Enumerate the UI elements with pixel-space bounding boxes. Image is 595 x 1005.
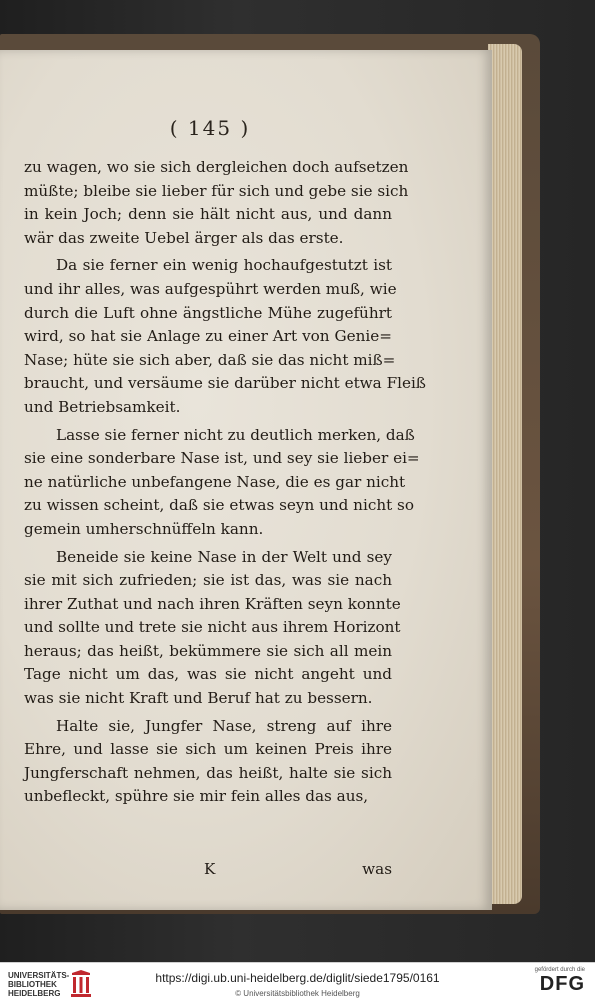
text-line: Halte sie, Jungfer Nase, streng auf ihre (56, 716, 392, 735)
paragraph (24, 546, 401, 711)
page-stack-edge (488, 44, 522, 904)
text-line: Tage nicht um das, was sie nicht angeht und (24, 665, 392, 684)
dfg-logo[interactable] (515, 967, 585, 1001)
page-footer-line (24, 860, 392, 878)
text-line: braucht, und versäume sie darüber nicht etwa Fleiß (24, 374, 426, 393)
text-line: Jungferschaft nehmen, das heißt, halte sie sich (24, 763, 392, 782)
text-line: Nase; hüte sie sich aber, daß sie das nicht miß= (24, 350, 396, 369)
library-name: UNIVERSITÄTS- BIBLIOTHEK HEIDELBERG (8, 971, 70, 998)
paragraph (24, 424, 420, 542)
text-line: zu wagen, wo sie sich dergleichen doch aufsetzen (24, 158, 409, 176)
text-line: unbefleckt, spühre sie mir fein alles das aus, (24, 787, 369, 806)
viewer-footer (0, 962, 595, 1005)
text-line: Da sie ferner ein wenig hochaufgestutzt ist (56, 256, 392, 275)
text-line: wird, so hat sie Anlage zu einer Art von Genie= (24, 327, 392, 346)
text-line: und sollte und trete sie nicht aus ihrem Horizont (24, 618, 401, 637)
text-line: ne natürliche unbefangene Nase, die es gar nicht (24, 472, 406, 491)
paragraph (24, 156, 409, 250)
funder-note: gefördert durch die (534, 967, 585, 973)
text-line: müßte; bleibe sie lieber für sich und gebe sie sich (24, 181, 409, 200)
catchword: was (362, 860, 392, 878)
text-line: was sie nicht Kraft und Beruf hat zu bessern. (24, 689, 373, 708)
text-line: ihrer Zuthat und nach ihren Kräften seyn konnte (24, 594, 401, 613)
text-line: Lasse sie ferner nicht zu deutlich merken, daß (56, 425, 415, 444)
page-number: ( 145 ) (169, 116, 251, 140)
text-line: sie mit sich zufrieden; sie ist das, was sie nach (24, 571, 392, 590)
text-line: durch die Luft ohne ängstliche Mühe zugeführt (24, 303, 392, 322)
text-line: und Betriebsamkeit. (24, 397, 181, 416)
book-page (0, 50, 492, 910)
paragraph (24, 715, 392, 809)
paragraph (24, 254, 426, 419)
text-line: wär das zweite Uebel ärger als das erste. (24, 228, 344, 247)
text-line: Ehre, und lasse sie sich um keinen Preis ihre (24, 740, 392, 759)
text-line: in kein Joch; denn sie hält nicht aus, und dann (24, 205, 392, 224)
signature-mark: K (204, 860, 216, 878)
text-line: gemein umherschnüffeln kann. (24, 519, 264, 538)
funder-name: DFG (539, 973, 585, 995)
page-text (24, 156, 426, 809)
text-line: Beneide sie keine Nase in der Welt und sey (56, 547, 392, 566)
text-line: heraus; das heißt, bekümmere sie sich all mein (24, 641, 392, 660)
permalink-url[interactable]: https://digi.ub.uni-heidelberg.de/diglit/siede1795/0161 (155, 971, 440, 985)
text-line: und ihr alles, was aufgespührt werden muß, wie (24, 279, 397, 298)
copyright-notice: © Universitätsbibliothek Heidelberg (235, 989, 360, 998)
text-line: zu wissen scheint, daß sie etwas seyn und nicht so (24, 496, 414, 515)
text-line: sie eine sonderbare Nase ist, und sey sie lieber ei= (24, 449, 420, 468)
